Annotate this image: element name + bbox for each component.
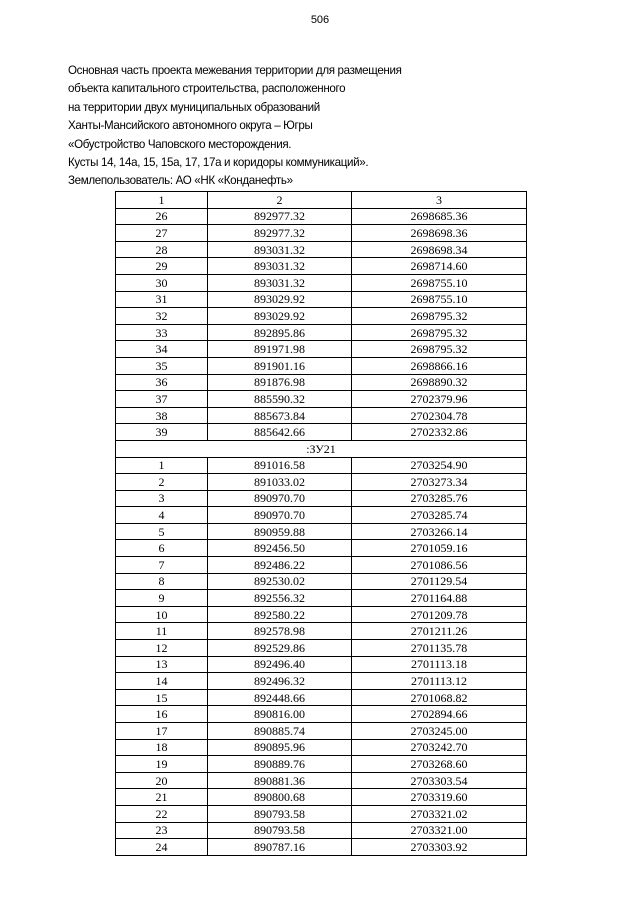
- x-coordinate-cell: 892529.86: [208, 640, 352, 657]
- table-row: [116, 839, 527, 856]
- table-row: [116, 557, 527, 574]
- table-row: [116, 523, 527, 540]
- header-line: Кусты 14, 14а, 15, 15а, 17, 17а и коридоры коммуникаций».: [68, 156, 369, 170]
- column-header: 1: [116, 192, 208, 209]
- y-coordinate-cell: 2703266.14: [352, 523, 527, 540]
- y-coordinate-cell: 2701068.82: [352, 689, 527, 706]
- point-number-cell: 24: [116, 839, 208, 856]
- x-coordinate-cell: 892977.32: [208, 225, 352, 242]
- coordinates-table: [115, 191, 527, 856]
- x-coordinate-cell: 892580.22: [208, 606, 352, 623]
- table-row: [116, 640, 527, 657]
- point-number-cell: 21: [116, 789, 208, 806]
- point-number-cell: 10: [116, 606, 208, 623]
- x-coordinate-cell: 890970.70: [208, 490, 352, 507]
- y-coordinate-cell: 2703321.00: [352, 822, 527, 839]
- table-row: [116, 789, 527, 806]
- table-row: [116, 490, 527, 507]
- table-row: [116, 357, 527, 374]
- x-coordinate-cell: 890959.88: [208, 523, 352, 540]
- table-row: [116, 739, 527, 756]
- x-coordinate-cell: 892977.32: [208, 208, 352, 225]
- table-row: [116, 706, 527, 723]
- table-row: [116, 225, 527, 242]
- document-header: [68, 62, 488, 191]
- point-number-cell: 12: [116, 640, 208, 657]
- x-coordinate-cell: 890970.70: [208, 507, 352, 524]
- x-coordinate-cell: 893029.92: [208, 308, 352, 325]
- table-row: [116, 291, 527, 308]
- point-number-cell: 36: [116, 374, 208, 391]
- point-number-cell: 19: [116, 756, 208, 773]
- header-line: объекта капитального строительства, расположенного: [68, 82, 346, 96]
- point-number-cell: 28: [116, 241, 208, 258]
- table-row: [116, 474, 527, 491]
- table-row: [116, 656, 527, 673]
- x-coordinate-cell: 893031.32: [208, 241, 352, 258]
- table-row: [116, 573, 527, 590]
- y-coordinate-cell: 2702304.78: [352, 407, 527, 424]
- x-coordinate-cell: 890800.68: [208, 789, 352, 806]
- table-row: [116, 424, 527, 441]
- header-line: «Обустройство Чаповского месторождения.: [68, 137, 292, 151]
- table-row: [116, 241, 527, 258]
- x-coordinate-cell: 891876.98: [208, 374, 352, 391]
- y-coordinate-cell: 2703254.90: [352, 457, 527, 474]
- column-header: 2: [208, 192, 352, 209]
- section-row: [116, 440, 527, 457]
- table-row: [116, 756, 527, 773]
- point-number-cell: 26: [116, 208, 208, 225]
- point-number-cell: 11: [116, 623, 208, 640]
- x-coordinate-cell: 890816.00: [208, 706, 352, 723]
- point-number-cell: 13: [116, 656, 208, 673]
- y-coordinate-cell: 2698866.16: [352, 357, 527, 374]
- table-row: [116, 805, 527, 822]
- point-number-cell: 16: [116, 706, 208, 723]
- column-header: 3: [352, 192, 527, 209]
- x-coordinate-cell: 892456.50: [208, 540, 352, 557]
- y-coordinate-cell: 2698890.32: [352, 374, 527, 391]
- point-number-cell: 9: [116, 590, 208, 607]
- y-coordinate-cell: 2698698.34: [352, 241, 527, 258]
- point-number-cell: 17: [116, 723, 208, 740]
- x-coordinate-cell: 891033.02: [208, 474, 352, 491]
- point-number-cell: 1: [116, 457, 208, 474]
- table-row: [116, 391, 527, 408]
- x-coordinate-cell: 892530.02: [208, 573, 352, 590]
- y-coordinate-cell: 2701113.18: [352, 656, 527, 673]
- y-coordinate-cell: 2698795.32: [352, 324, 527, 341]
- x-coordinate-cell: 892895.86: [208, 324, 352, 341]
- x-coordinate-cell: 893031.32: [208, 274, 352, 291]
- y-coordinate-cell: 2701135.78: [352, 640, 527, 657]
- x-coordinate-cell: 891901.16: [208, 357, 352, 374]
- y-coordinate-cell: 2701164.88: [352, 590, 527, 607]
- table-row: [116, 507, 527, 524]
- y-coordinate-cell: 2703319.60: [352, 789, 527, 806]
- point-number-cell: 18: [116, 739, 208, 756]
- point-number-cell: 38: [116, 407, 208, 424]
- header-line: Землепользователь: АО «НК «Конданефть»: [68, 174, 293, 188]
- y-coordinate-cell: 2698755.10: [352, 274, 527, 291]
- x-coordinate-cell: 890787.16: [208, 839, 352, 856]
- point-number-cell: 20: [116, 772, 208, 789]
- x-coordinate-cell: 890793.58: [208, 805, 352, 822]
- table-row: [116, 623, 527, 640]
- y-coordinate-cell: 2698795.32: [352, 341, 527, 358]
- y-coordinate-cell: 2698795.32: [352, 308, 527, 325]
- y-coordinate-cell: 2702894.66: [352, 706, 527, 723]
- point-number-cell: 14: [116, 673, 208, 690]
- point-number-cell: 6: [116, 540, 208, 557]
- y-coordinate-cell: 2703303.92: [352, 839, 527, 856]
- table-row: [116, 606, 527, 623]
- point-number-cell: 33: [116, 324, 208, 341]
- point-number-cell: 15: [116, 689, 208, 706]
- table-row: [116, 723, 527, 740]
- point-number-cell: 22: [116, 805, 208, 822]
- y-coordinate-cell: 2703303.54: [352, 772, 527, 789]
- y-coordinate-cell: 2702379.96: [352, 391, 527, 408]
- y-coordinate-cell: 2703285.76: [352, 490, 527, 507]
- point-number-cell: 3: [116, 490, 208, 507]
- y-coordinate-cell: 2703242.70: [352, 739, 527, 756]
- point-number-cell: 30: [116, 274, 208, 291]
- x-coordinate-cell: 890889.76: [208, 756, 352, 773]
- point-number-cell: 31: [116, 291, 208, 308]
- y-coordinate-cell: 2701209.78: [352, 606, 527, 623]
- x-coordinate-cell: 885590.32: [208, 391, 352, 408]
- table-row: [116, 258, 527, 275]
- x-coordinate-cell: 892496.40: [208, 656, 352, 673]
- y-coordinate-cell: 2702332.86: [352, 424, 527, 441]
- table-row: [116, 324, 527, 341]
- table-row: [116, 772, 527, 789]
- header-line: Основная часть проекта межевания территории для размещения: [68, 64, 402, 77]
- point-number-cell: 27: [116, 225, 208, 242]
- coordinates-table-body: [116, 192, 527, 856]
- x-coordinate-cell: 892486.22: [208, 557, 352, 574]
- table-row: [116, 457, 527, 474]
- y-coordinate-cell: 2701113.12: [352, 673, 527, 690]
- point-number-cell: 8: [116, 573, 208, 590]
- y-coordinate-cell: 2703285.74: [352, 507, 527, 524]
- land-plot-label: :ЗУ21: [116, 440, 527, 457]
- y-coordinate-cell: 2698685.36: [352, 208, 527, 225]
- header-line: на территории двух муниципальных образований: [68, 100, 320, 114]
- y-coordinate-cell: 2698755.10: [352, 291, 527, 308]
- x-coordinate-cell: 890885.74: [208, 723, 352, 740]
- y-coordinate-cell: 2703273.34: [352, 474, 527, 491]
- x-coordinate-cell: 893029.92: [208, 291, 352, 308]
- table-header-row: [116, 192, 527, 209]
- point-number-cell: 35: [116, 357, 208, 374]
- table-row: [116, 590, 527, 607]
- point-number-cell: 39: [116, 424, 208, 441]
- x-coordinate-cell: 893031.32: [208, 258, 352, 275]
- table-row: [116, 341, 527, 358]
- x-coordinate-cell: 891016.58: [208, 457, 352, 474]
- y-coordinate-cell: 2703321.02: [352, 805, 527, 822]
- x-coordinate-cell: 885673.84: [208, 407, 352, 424]
- x-coordinate-cell: 885642.66: [208, 424, 352, 441]
- y-coordinate-cell: 2703245.00: [352, 723, 527, 740]
- y-coordinate-cell: 2698714.60: [352, 258, 527, 275]
- point-number-cell: 7: [116, 557, 208, 574]
- x-coordinate-cell: 892556.32: [208, 590, 352, 607]
- table-row: [116, 407, 527, 424]
- x-coordinate-cell: 892496.32: [208, 673, 352, 690]
- x-coordinate-cell: 891971.98: [208, 341, 352, 358]
- y-coordinate-cell: 2698698.36: [352, 225, 527, 242]
- x-coordinate-cell: 890793.58: [208, 822, 352, 839]
- page-number: 506: [310, 14, 330, 26]
- x-coordinate-cell: 890881.36: [208, 772, 352, 789]
- point-number-cell: 32: [116, 308, 208, 325]
- point-number-cell: 37: [116, 391, 208, 408]
- y-coordinate-cell: 2701059.16: [352, 540, 527, 557]
- table-row: [116, 308, 527, 325]
- table-row: [116, 673, 527, 690]
- table-row: [116, 274, 527, 291]
- point-number-cell: 29: [116, 258, 208, 275]
- y-coordinate-cell: 2701211.26: [352, 623, 527, 640]
- x-coordinate-cell: 892578.98: [208, 623, 352, 640]
- point-number-cell: 34: [116, 341, 208, 358]
- table-row: [116, 540, 527, 557]
- table-row: [116, 374, 527, 391]
- x-coordinate-cell: 890895.96: [208, 739, 352, 756]
- point-number-cell: 2: [116, 474, 208, 491]
- point-number-cell: 5: [116, 523, 208, 540]
- y-coordinate-cell: 2701086.56: [352, 557, 527, 574]
- y-coordinate-cell: 2701129.54: [352, 573, 527, 590]
- table-row: [116, 208, 527, 225]
- point-number-cell: 23: [116, 822, 208, 839]
- x-coordinate-cell: 892448.66: [208, 689, 352, 706]
- table-row: [116, 689, 527, 706]
- y-coordinate-cell: 2703268.60: [352, 756, 527, 773]
- table-row: [116, 822, 527, 839]
- point-number-cell: 4: [116, 507, 208, 524]
- header-line: Ханты-Мансийского автономного округа – Югры: [68, 119, 313, 133]
